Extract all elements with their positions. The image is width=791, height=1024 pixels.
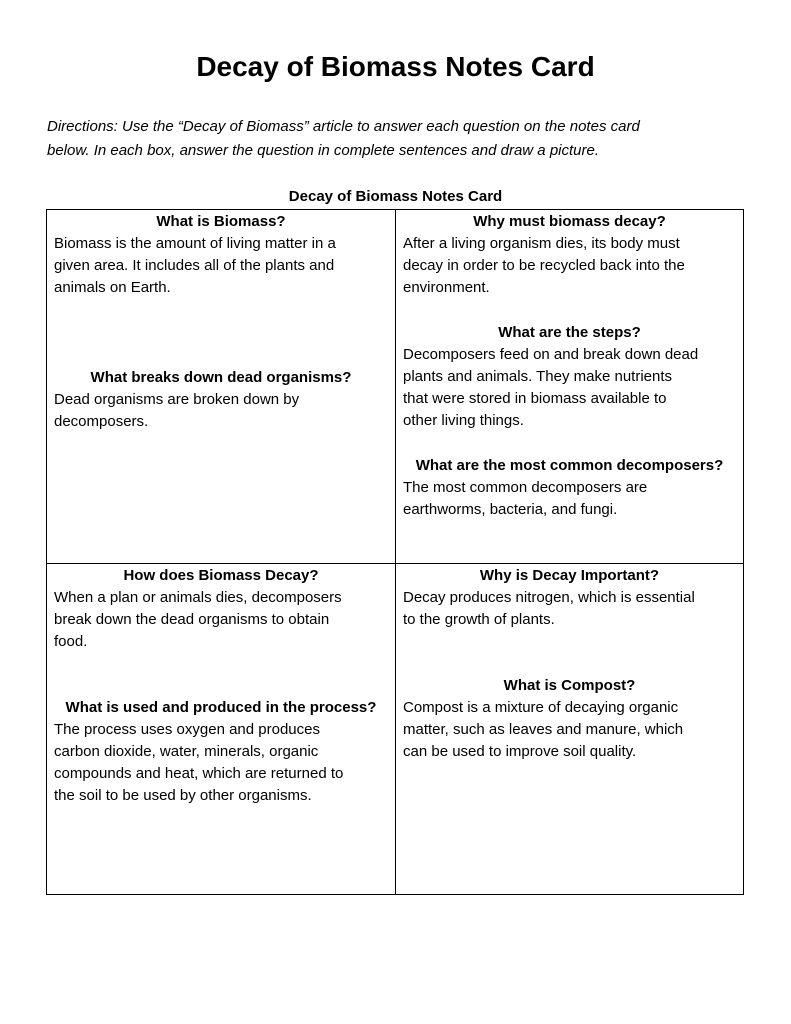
answer-text <box>54 389 389 433</box>
question-heading: Why must biomass decay? <box>473 213 666 230</box>
answer-line: earthworms, bacteria, and fungi. <box>403 501 618 518</box>
question-heading: What breaks down dead organisms? <box>90 369 352 386</box>
answer-line: decay in order to be recycled back into the <box>403 257 685 274</box>
answer-line: food. <box>54 633 88 650</box>
answer-line: given area. It includes all of the plants and <box>54 257 335 274</box>
question-heading: What are the steps? <box>498 324 641 341</box>
question-heading: What is used and produced in the process? <box>65 699 377 716</box>
question-heading: What is Compost? <box>503 677 636 694</box>
answer-line: Decay produces nitrogen, which is essential <box>403 589 695 606</box>
answer-line: animals on Earth. <box>54 279 171 296</box>
notes-cell-bottom-left <box>47 564 396 894</box>
answer-line: Dead organisms are broken down by <box>54 391 300 408</box>
table-caption: Decay of Biomass Notes Card <box>288 188 503 205</box>
answer-text <box>403 233 738 299</box>
answer-line: Decomposers feed on and break down dead <box>403 346 699 363</box>
answer-line: Compost is a mixture of decaying organic <box>403 699 679 716</box>
answer-text <box>54 233 389 299</box>
notes-cell-top-right <box>396 210 743 564</box>
answer-line: can be used to improve soil quality. <box>403 743 637 760</box>
question-heading: Why is Decay Important? <box>479 567 660 584</box>
notes-cell-top-left <box>47 210 396 564</box>
answer-text <box>403 477 738 521</box>
answer-line: The process uses oxygen and produces <box>54 721 320 738</box>
answer-line: carbon dioxide, water, minerals, organic <box>54 743 319 760</box>
answer-text <box>403 587 738 631</box>
answer-line: the soil to be used by other organisms. <box>54 787 312 804</box>
answer-line: that were stored in biomass available to <box>403 390 667 407</box>
question-heading: How does Biomass Decay? <box>123 567 319 584</box>
answer-line: plants and animals. They make nutrients <box>403 368 673 385</box>
question-heading: What are the most common decomposers? <box>415 457 724 474</box>
answer-line: to the growth of plants. <box>403 611 555 628</box>
answer-line: other living things. <box>403 412 524 429</box>
directions-text <box>47 115 747 163</box>
answer-line: When a plan or animals dies, decomposers <box>54 589 342 606</box>
answer-line: matter, such as leaves and manure, which <box>403 721 684 738</box>
answer-text <box>54 719 389 807</box>
answer-line: decomposers. <box>54 413 149 430</box>
answer-line: Biomass is the amount of living matter in a <box>54 235 336 252</box>
answer-line: The most common decomposers are <box>403 479 648 496</box>
directions-line: below. In each box, answer the question in complete sentences and draw a picture. <box>47 142 600 159</box>
answer-text <box>54 587 389 653</box>
directions-line: Directions: Use the “Decay of Biomass” article to answer each question on the notes card <box>47 118 640 135</box>
answer-text <box>403 344 738 432</box>
answer-line: compounds and heat, which are returned to <box>54 765 344 782</box>
notes-card-table <box>46 209 744 895</box>
answer-text <box>403 697 738 763</box>
notes-cell-bottom-right <box>396 564 743 894</box>
answer-line: break down the dead organisms to obtain <box>54 611 330 628</box>
page-title: Decay of Biomass Notes Card <box>196 51 595 82</box>
answer-line: environment. <box>403 279 490 296</box>
question-heading: What is Biomass? <box>156 213 286 230</box>
answer-line: After a living organism dies, its body must <box>403 235 680 252</box>
